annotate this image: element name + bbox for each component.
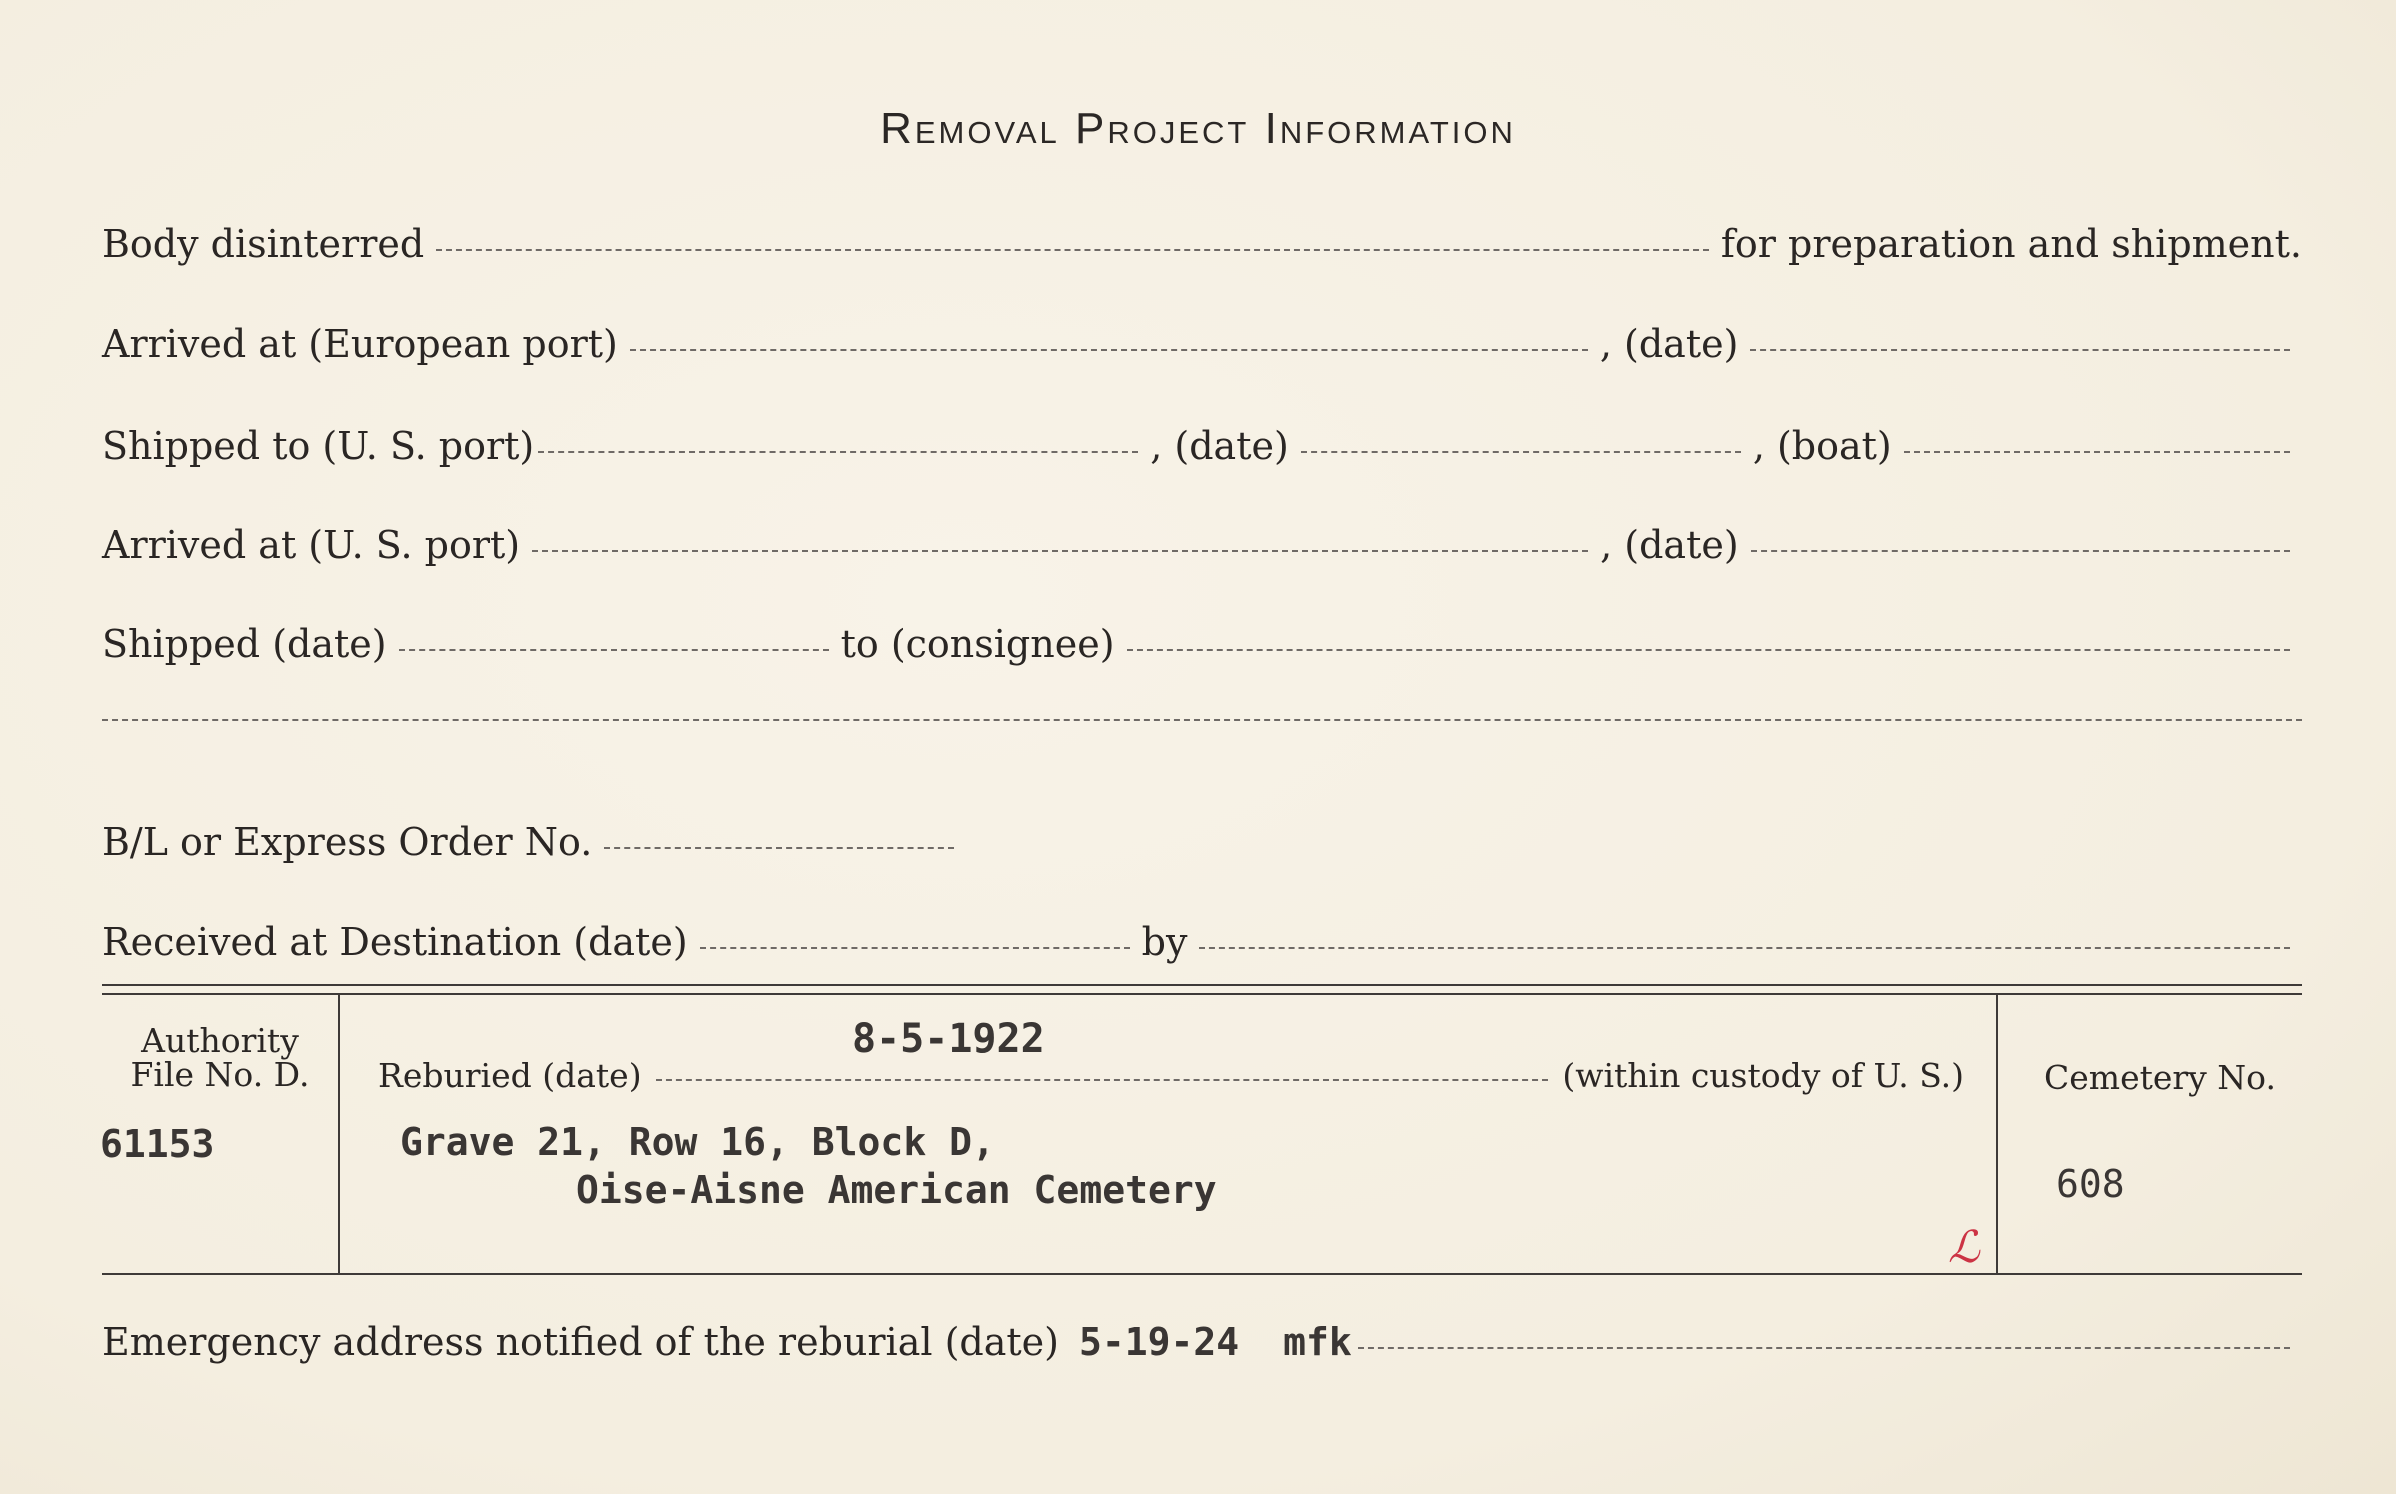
bl-blank <box>604 846 954 849</box>
shipped-us-label: Shipped to (U. S. port) <box>102 424 535 468</box>
cemetery-number: 608 <box>2056 1162 2125 1206</box>
row-arrived-european <box>102 322 2302 366</box>
shipped-us-boat-blank <box>1904 450 2290 453</box>
received-date-blank <box>700 946 1130 949</box>
shipped-us-boat-label: , (boat) <box>1752 424 1892 468</box>
row-disinterred <box>102 222 2302 266</box>
emergency-initials: mfk <box>1283 1320 1352 1364</box>
table-bottom-rule <box>102 1273 2302 1275</box>
row-shipped <box>102 622 2302 666</box>
arrived-european-port-blank <box>630 348 1588 351</box>
arrived-us-date-label: , (date) <box>1600 523 1739 567</box>
reburied-date-value: 8-5-1922 <box>852 1016 1045 1062</box>
table-top-rule-inner <box>102 993 2302 995</box>
received-by-blank <box>1199 946 2290 949</box>
reburied-row <box>378 1056 1964 1095</box>
reburied-blank <box>656 1078 1549 1081</box>
row-received <box>102 920 2302 964</box>
row-consignee-continued <box>102 724 2302 764</box>
emergency-blank <box>1358 1346 2290 1349</box>
emergency-label: Emergency address notified of the reburial (date) <box>102 1320 1059 1364</box>
grave-location-line1: Grave 21, Row 16, Block D, <box>400 1120 995 1164</box>
cemetery-label: Cemetery No. <box>2044 1058 2276 1097</box>
authority-file-number: 61153 <box>100 1122 215 1166</box>
disinterred-blank <box>436 248 1709 251</box>
card-title: Removal Project Information <box>880 104 1516 153</box>
authority-label-line2: File No. D. <box>130 1055 310 1094</box>
emergency-date-value: 5-19-24 <box>1078 1320 1240 1364</box>
row-emergency <box>102 1320 2302 1364</box>
reburied-label: Reburied (date) <box>378 1056 642 1095</box>
custody-label: (within custody of U. S.) <box>1562 1056 1964 1095</box>
grave-location-line2: Oise-Aisne American Cemetery <box>576 1168 1217 1212</box>
shipped-consignee-blank <box>1127 648 2290 651</box>
arrived-us-date-blank <box>1751 549 2290 552</box>
authority-label <box>102 1021 338 1094</box>
arrived-european-date-label: , (date) <box>1599 322 1739 366</box>
bl-label: B/L or Express Order No. <box>102 820 593 864</box>
shipped-date-label: Shipped (date) <box>102 622 387 666</box>
table-divider-left <box>338 995 340 1273</box>
received-label: Received at Destination (date) <box>102 920 688 964</box>
received-by-label: by <box>1141 920 1188 964</box>
table-top-rule <box>102 984 2302 986</box>
row-arrived-us <box>102 523 2302 567</box>
table-divider-right <box>1996 995 1998 1273</box>
authority-label-line1: Authority <box>141 1021 299 1060</box>
disinterred-label: Body disinterred <box>102 222 425 266</box>
arrived-us-label: Arrived at (U. S. port) <box>102 523 521 567</box>
arrived-european-date-blank <box>1750 348 2290 351</box>
arrived-european-label: Arrived at (European port) <box>102 322 618 366</box>
shipped-us-port-blank <box>538 450 1138 453</box>
consignee-continued-blank <box>102 718 2302 721</box>
row-shipped-us <box>102 424 2302 468</box>
shipped-us-date-blank <box>1301 450 1741 453</box>
red-check-mark-icon: ℒ <box>1948 1222 1980 1273</box>
row-bl <box>102 820 966 864</box>
shipped-us-date-label: , (date) <box>1150 424 1289 468</box>
disinterred-suffix: for preparation and shipment. <box>1720 222 2302 266</box>
shipped-date-blank <box>399 648 829 651</box>
shipped-to-label: to (consignee) <box>840 622 1115 666</box>
arrived-us-port-blank <box>532 549 1588 552</box>
